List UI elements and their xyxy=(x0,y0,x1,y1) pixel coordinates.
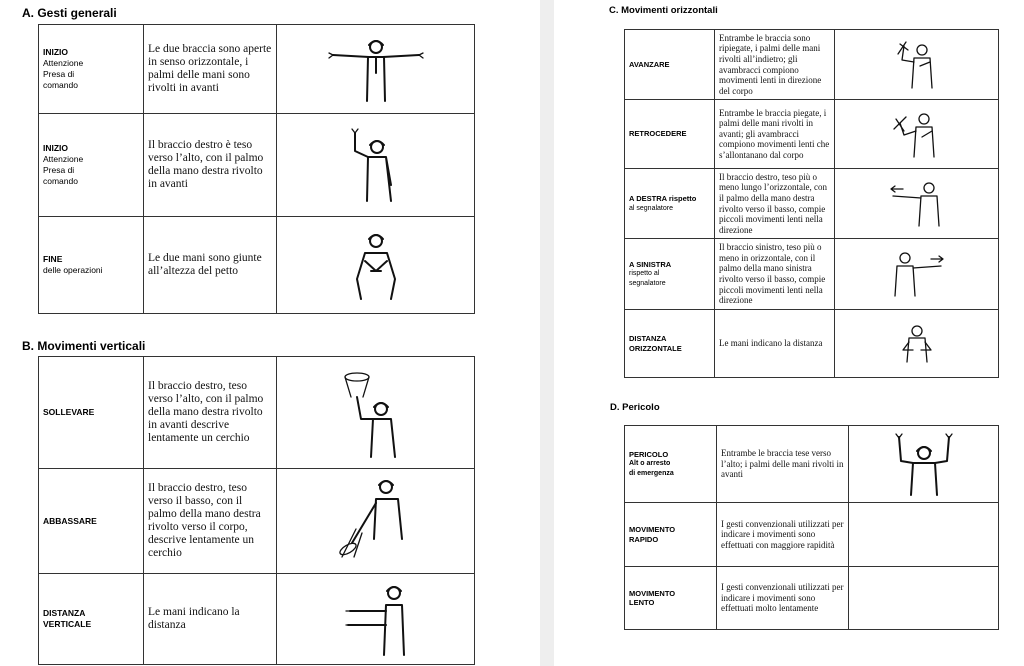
horizontal-distance-figure-icon xyxy=(835,310,999,378)
section-c-title: C. Movimenti orizzontali xyxy=(609,5,718,16)
signal-label-cell: PERICOLO Alt o arresto di emergenza xyxy=(625,426,717,503)
retreat-figure-icon xyxy=(835,100,999,169)
table-row xyxy=(39,574,475,665)
table-row xyxy=(39,469,475,574)
signal-label-cell: AVANZARE xyxy=(625,30,715,100)
hands-joined-figure-icon xyxy=(277,217,475,314)
empty-figure-cell xyxy=(849,503,999,567)
table-row xyxy=(625,100,999,169)
signal-description: Le mani indicano la distanza xyxy=(715,310,835,378)
right-figure-icon xyxy=(835,169,999,239)
signal-description: I gesti convenzionali utilizzati per indicare i movimenti sono effettuati con maggiore rapidità xyxy=(717,503,849,567)
advance-figure-icon xyxy=(835,30,999,100)
signal-description: Il braccio destro è teso verso l’alto, con il palmo della mano destra rivolto in avanti xyxy=(144,114,277,217)
table-row xyxy=(625,30,999,100)
section-b-table xyxy=(38,356,475,665)
section-d-table xyxy=(624,425,999,630)
left-figure-icon xyxy=(835,239,999,310)
signal-description: Le due braccia sono aperte in senso orizzontale, i palmi delle mani sono rivolti in avanti xyxy=(144,25,277,114)
signal-label-cell: A SINISTRA rispetto al segnalatore xyxy=(625,239,715,310)
signal-description: I gesti convenzionali utilizzati per indicare i movimenti sono effettuati molto lentamente xyxy=(717,567,849,630)
arm-raised-figure-icon xyxy=(277,114,475,217)
vertical-distance-figure-icon xyxy=(277,574,475,665)
table-row xyxy=(625,426,999,503)
table-row xyxy=(625,310,999,378)
table-row xyxy=(39,114,475,217)
signal-description: Le mani indicano la distanza xyxy=(144,574,277,665)
signal-description: Entrambe le braccia tese verso l’alto; i palmi delle mani rivolti in avanti xyxy=(717,426,849,503)
section-a-table xyxy=(38,24,475,314)
signal-label-cell: DISTANZA ORIZZONTALE xyxy=(625,310,715,378)
section-a-title: A. Gesti generali xyxy=(22,6,117,20)
table-row xyxy=(625,503,999,567)
empty-figure-cell xyxy=(849,567,999,630)
signal-description: Il braccio destro, teso più o meno lungo l’orizzontale, con il palmo della mano destra rivolto verso il basso, compie piccoli movimenti lenti nella direzione xyxy=(715,169,835,239)
section-b-title: B. Movimenti verticali xyxy=(22,339,146,353)
signal-description: Il braccio destro, teso verso l’alto, con il palmo della mano destra rivolto in avanti descrive lentamente un cerchio xyxy=(144,357,277,469)
table-row xyxy=(625,239,999,310)
signal-label-cell: A DESTRA rispetto al segnalatore xyxy=(625,169,715,239)
table-row xyxy=(39,25,475,114)
signal-description: Il braccio destro, teso verso il basso, con il palmo della mano destra rivolto verso il corpo, descrive lentamente un cerchio xyxy=(144,469,277,574)
danger-figure-icon xyxy=(849,426,999,503)
lower-figure-icon xyxy=(277,469,475,574)
table-row xyxy=(625,567,999,630)
page-gutter xyxy=(540,0,554,666)
signal-description: Entrambe le braccia piegate, i palmi delle mani rivolti in avanti; gli avambracci compiono movimenti lenti che s’allontanano dal corpo xyxy=(715,100,835,169)
signal-label-cell: SOLLEVARE xyxy=(39,357,144,469)
lift-figure-icon xyxy=(277,357,475,469)
signal-description: Il braccio sinistro, teso più o meno in orizzontale, con il palmo della mano sinistra rivolto verso il basso, compie piccoli movimenti lenti nella direzione xyxy=(715,239,835,310)
signal-description: Entrambe le braccia sono ripiegate, i palmi delle mani rivolti all’indietro; gli avambracci compiono movimenti lenti in direzione del corpo xyxy=(715,30,835,100)
table-row xyxy=(625,169,999,239)
signal-label-cell: MOVIMENTO LENTO xyxy=(625,567,717,630)
table-row xyxy=(39,357,475,469)
signal-label-cell: INIZIO Attenzione Presa di comando xyxy=(39,25,144,114)
signal-label-cell: ABBASSARE xyxy=(39,469,144,574)
signal-label-cell: FINE delle operazioni xyxy=(39,217,144,314)
signal-label-cell: INIZIO Attenzione Presa di comando xyxy=(39,114,144,217)
arms-horizontal-figure-icon xyxy=(277,25,475,114)
section-d-title: D. Pericolo xyxy=(610,402,660,413)
section-c-table xyxy=(624,29,999,378)
signal-label-cell: DISTANZA VERTICALE xyxy=(39,574,144,665)
signal-label-cell: MOVIMENTO RAPIDO xyxy=(625,503,717,567)
signal-description: Le due mani sono giunte all’altezza del petto xyxy=(144,217,277,314)
signal-label-cell: RETROCEDERE xyxy=(625,100,715,169)
table-row xyxy=(39,217,475,314)
